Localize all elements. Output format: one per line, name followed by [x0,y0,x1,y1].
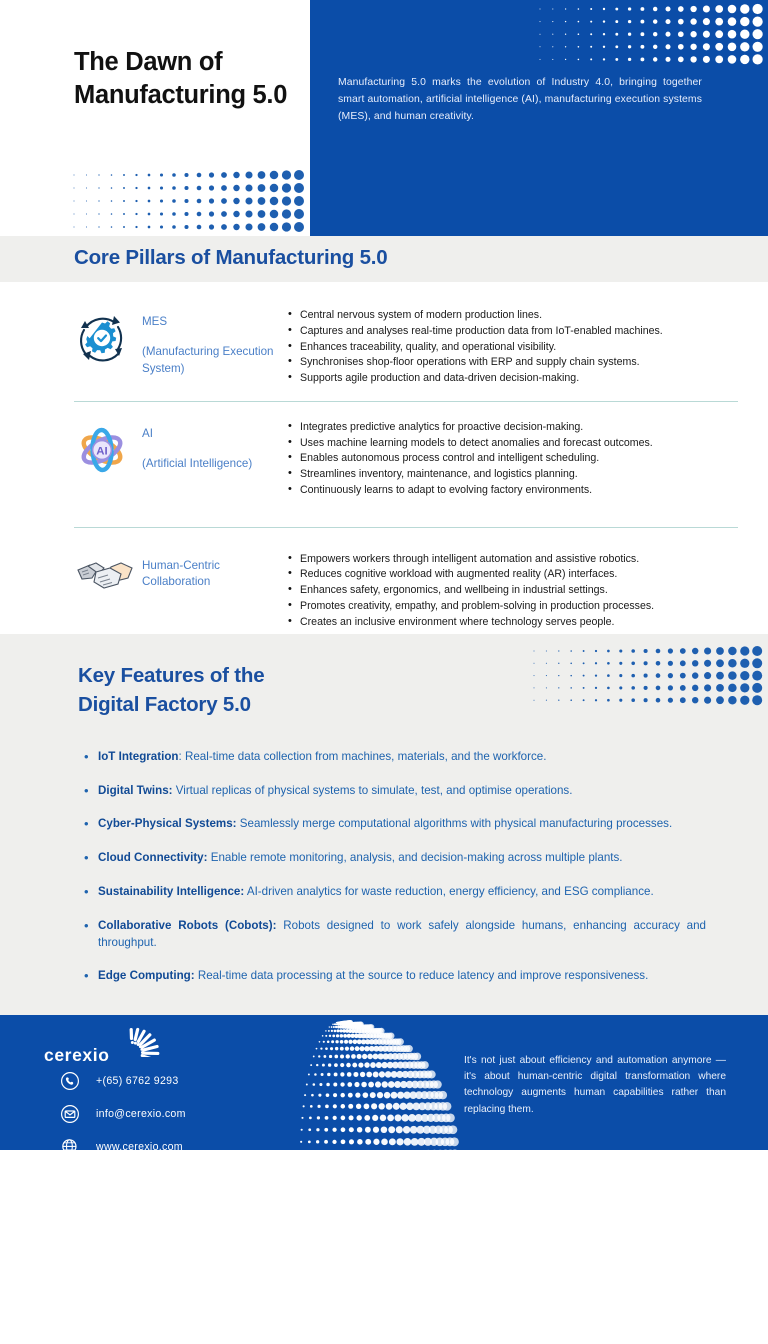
list-item: • Captures and analyses real-time production data from IoT-enabled machines. [288,324,738,339]
pillar-bullets-ai [276,418,738,499]
list-item [82,968,706,985]
feature-text: Enable remote monitoring, analysis, and decision-making across multiple plants. [207,851,623,865]
list-item [82,918,706,952]
pillar-label-mes [136,306,276,387]
feature-text: AI-driven analytics for waste reduction, energy efficiency, and ESG compliance. [244,885,654,898]
gear-refresh-icon [74,306,136,387]
svg-text:AI: AI [96,445,108,458]
footer-section [0,1015,768,1150]
list-item: • Reduces cognitive workload with augmented reality (AR) interfaces. [288,567,738,582]
cerexio-mark-icon [104,1023,160,1057]
feature-term: Collaborative Robots (Cobots): [98,918,277,932]
pillars-section [0,282,768,634]
feature-text: Real-time data collection from machines, materials, and the workforce. [181,749,547,763]
halftone-dots-hero-left [68,168,310,234]
pillar-name-text: Human-Centric Collaboration [142,558,220,588]
feature-sep: : [178,749,182,763]
feature-term: Cloud Connectivity: [98,851,208,865]
list-item [82,783,706,800]
core-pillars-heading: Core Pillars of Manufacturing 5.0 [74,246,388,269]
feature-term: Digital Twins: [98,783,173,797]
key-features-heading-line1: Key Features of the [78,664,265,688]
list-item: • Enhances traceability, quality, and operational visibility. [288,340,738,355]
list-item: • Continuously learns to adapt to evolving factory environments. [288,483,738,498]
halftone-dots-hero-top [534,2,768,66]
pillar-bullets-human-centric [276,550,738,631]
brand-name: cerexio [44,1045,110,1066]
pillar-ai [0,402,768,503]
list-item [82,884,706,901]
feature-text: Seamlessly merge computational algorithms with physical manufacturing processes. [236,817,673,831]
feature-text: Virtual replicas of physical systems to simulate, test, and optimise operations. [172,783,573,797]
feature-term: Cyber-Physical Systems: [98,817,237,831]
pillar-label-ai [136,418,276,499]
list-item [82,816,706,833]
pillar-mes [0,296,768,391]
feature-text: Real-time data processing at the source to reduce latency and improve responsiveness. [194,969,649,983]
pillar-label-human-centric [136,550,276,631]
list-item: • Promotes creativity, empathy, and problem-solving in production processes. [288,599,738,614]
list-item: • Central nervous system of modern production lines. [288,308,738,323]
feature-text: Robots designed to work safely alongside humans, enhancing accuracy and throughput. [98,918,706,949]
hero-paragraph: Manufacturing 5.0 marks the evolution of Industry 4.0, bringing together smart automation, artificial intelligence (AI), manufacturing execution systems (MES), and human creativity. [338,77,702,122]
key-features-section [0,634,768,1015]
list-item: • Integrates predictive analytics for proactive decision-making. [288,420,738,435]
pillar-name-text: AI [142,426,153,440]
list-item: • Streamlines inventory, maintenance, and logistics planning. [288,467,738,482]
pillar-sub-text: (Artificial Intelligence) [142,457,253,471]
feature-term: Edge Computing: [98,969,195,983]
brand-logo [44,1023,164,1069]
list-item: • Empowers workers through intelligent automation and assistive robotics. [288,552,738,567]
list-item [82,749,706,766]
hero-section [0,0,768,236]
website-link[interactable]: www.cerexio.com [96,1141,183,1151]
email-address: info@cerexio.com [96,1108,186,1121]
contact-phone-row[interactable] [60,1071,186,1091]
contact-email-row[interactable] [60,1104,186,1124]
envelope-icon [60,1104,80,1124]
pillar-bullets-mes [276,306,738,387]
key-features-heading [78,662,398,719]
key-features-list [82,749,706,985]
list-item: • Supports agile production and data-driven decision-making. [288,371,738,386]
contact-website-row[interactable] [60,1137,186,1150]
phone-number: +(65) 6762 9293 [96,1075,179,1088]
halftone-dots-features [528,644,768,706]
pillar-name-text: MES [142,315,168,328]
page-title: The Dawn of Manufacturing 5.0 [74,48,288,109]
footer-paragraph: It's not just about efficiency and automation anymore — it's about human-centric digital transformation where technology augments human capabilities rather than replacing them. [464,1055,726,1115]
handshake-icon [74,550,136,631]
feature-term: IoT Integration [98,749,179,763]
ai-atom-icon [74,418,136,499]
feature-term: Sustainability Intelligence: [98,885,245,898]
list-item: • Enables autonomous process control and intelligent scheduling. [288,451,738,466]
list-item: • Creates an inclusive environment where technology serves people. [288,615,738,630]
core-pillars-band [0,236,768,282]
list-item: • Synchronises shop-floor operations with ERP and supply chain systems. [288,355,738,370]
pillar-sub-text: (Manufacturing Execution System) [142,345,274,375]
phone-icon [60,1071,80,1091]
key-features-heading-line2: Digital Factory 5.0 [78,692,251,716]
globe-icon [60,1137,80,1150]
pillar-human-centric [0,528,768,635]
contact-block [60,1071,186,1150]
list-item [82,850,706,867]
list-item: • Enhances safety, ergonomics, and wellbeing in industrial settings. [288,583,738,598]
list-item: • Uses machine learning models to detect anomalies and forecast outcomes. [288,436,738,451]
